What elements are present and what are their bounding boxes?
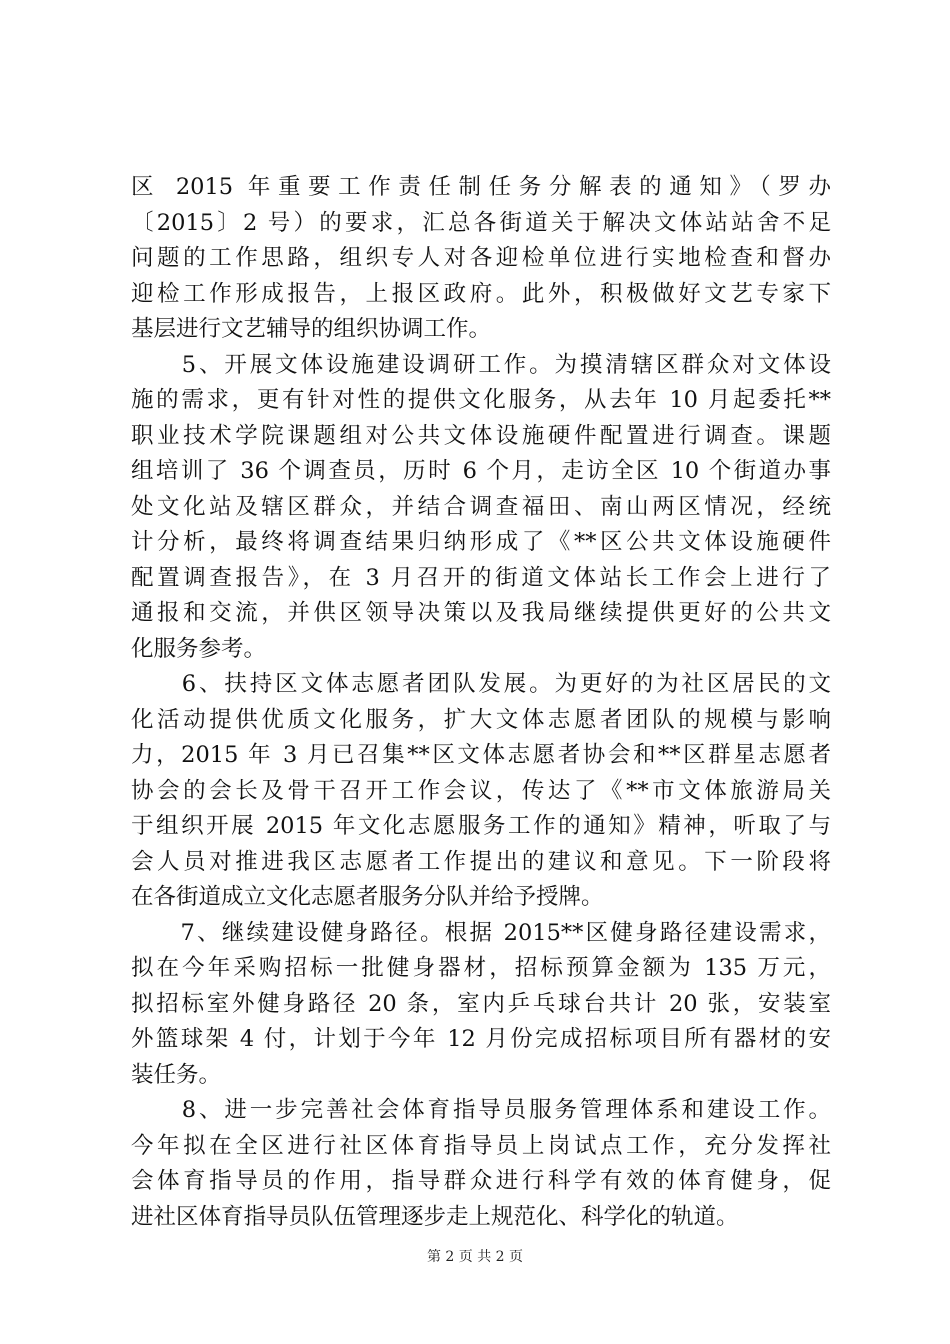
text-line: 8、进一步完善社会体育指导员服务管理体系和建设工作。	[131, 1097, 831, 1123]
text-line: 5、开展文体设施建设调研工作。为摸清辖区群众对文体设	[131, 351, 831, 378]
text-line: 拟招标室外健身路径 20 条，室内乒乓球台共计 20 张，安装室	[131, 990, 831, 1017]
text-line: 进社区体育指导员队伍管理逐步走上规范化、科学化的轨道。	[131, 1203, 739, 1230]
document-body	[131, 170, 831, 1235]
text-line: 问题的工作思路，组织专人对各迎检单位进行实地检查和督办	[131, 245, 831, 271]
text-line: 会体育指导员的作用，指导群众进行科学有效的体育健身，促	[131, 1168, 831, 1194]
text-line: 计分析，最终将调查结果归纳形成了《**区公共文体设施硬件	[131, 529, 831, 555]
text-line: 〔2015〕2 号）的要求，汇总各街道关于解决文体站站舍不足	[131, 209, 831, 236]
text-line: 会人员对推进我区志愿者工作提出的建议和意见。下一阶段将	[131, 848, 831, 875]
text-line: 化活动提供优质文化服务，扩大文体志愿者团队的规模与影响	[131, 706, 831, 733]
text-line: 处文化站及辖区群众，并结合调查福田、南山两区情况，经统	[131, 493, 831, 520]
text-line: 通报和交流，并供区领导决策以及我局继续提供更好的公共文	[131, 600, 831, 626]
text-line: 外篮球架 4 付，计划于今年 12 月份完成招标项目所有器材的安	[131, 1026, 831, 1052]
text-line: 装任务。	[131, 1061, 222, 1088]
text-line: 协会的会长及骨干召开工作会议，传达了《**市文体旅游局关	[131, 777, 831, 804]
text-line: 今年拟在全区进行社区体育指导员上岗试点工作，充分发挥社	[131, 1132, 831, 1159]
text-line: 6、扶持区文体志愿者团队发展。为更好的为社区居民的文	[131, 671, 831, 697]
text-line: 组培训了 36 个调查员，历时 6 个月，走访全区 10 个街道办事	[131, 458, 831, 484]
text-line: 迎检工作形成报告，上报区政府。此外，积极做好文艺专家下	[131, 280, 831, 307]
text-line: 7、继续建设健身路径。根据 2015**区健身路径建设需求，	[131, 919, 831, 946]
text-line: 基层进行文艺辅导的组织协调工作。	[131, 316, 492, 342]
text-line: 化服务参考。	[131, 635, 267, 662]
page-footer: 第 2 页 共 2 页	[426, 1249, 524, 1265]
text-line: 职业技术学院课题组对公共文体设施硬件配置进行调查。课题	[131, 422, 831, 449]
text-line: 力，2015 年 3 月已召集**区文体志愿者协会和**区群星志愿者	[131, 742, 831, 768]
text-line: 在各街道成立文化志愿者服务分队并给予授牌。	[131, 884, 604, 910]
text-line: 配置调查报告》，在 3 月召开的街道文体站长工作会上进行了	[131, 564, 831, 591]
text-line: 施的需求，更有针对性的提供文化服务，从去年 10 月起委托**	[131, 387, 831, 413]
text-line: 区 2015 年重要工作责任制任务分解表的通知》（罗办	[131, 174, 831, 200]
text-line: 拟在今年采购招标一批健身器材，招标预算金额为 135 万元，	[131, 955, 831, 981]
text-line: 于组织开展 2015 年文化志愿服务工作的通知》精神，听取了与	[131, 813, 831, 839]
